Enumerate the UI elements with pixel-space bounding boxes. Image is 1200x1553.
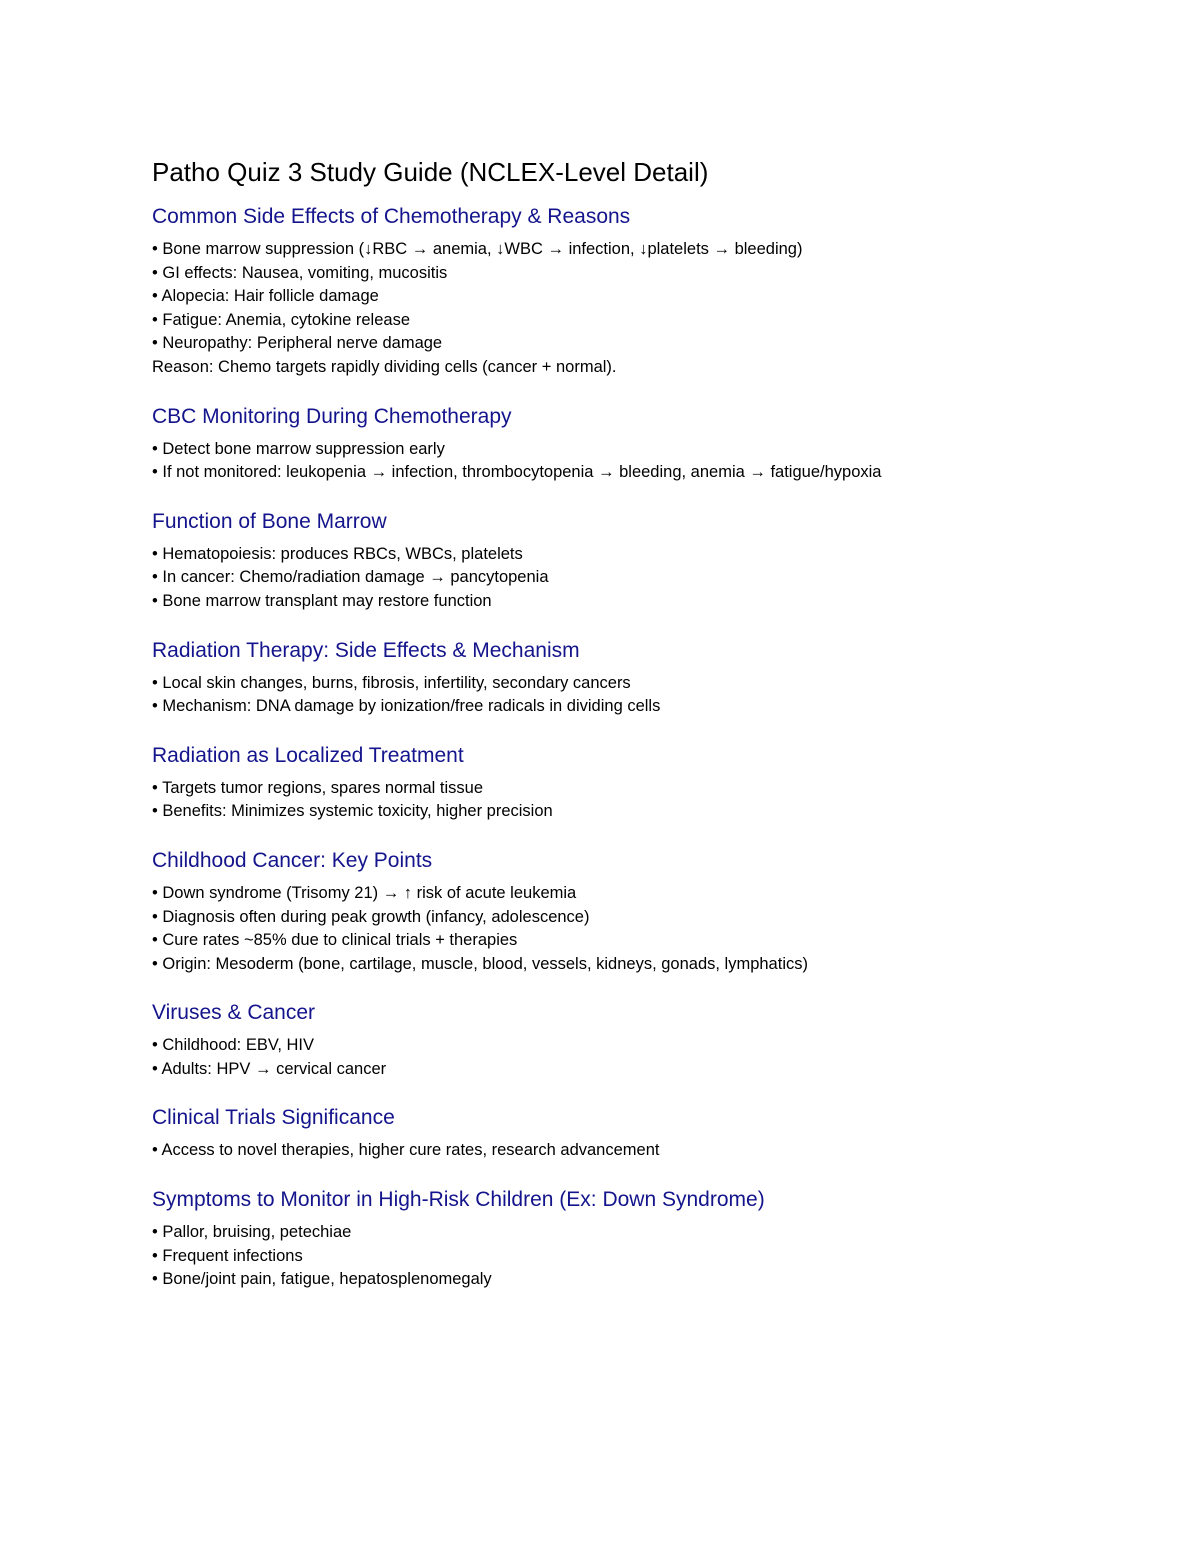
bullet-list — [152, 543, 1152, 614]
list-item: • Targets tumor regions, spares normal tissue — [152, 778, 484, 797]
list-item: • Mechanism: DNA damage by ionization/free radicals in dividing cells — [152, 697, 661, 716]
list-item: • Local skin changes, burns, fibrosis, infertility, secondary cancers — [152, 673, 631, 692]
list-item: • Cure rates ~85% due to clinical trials + therapies — [152, 931, 518, 950]
section-viruses-cancer — [152, 998, 1152, 1081]
bullet-list — [152, 1139, 1152, 1163]
list-item: • Bone/joint pain, fatigue, hepatosplenomegaly — [152, 1270, 492, 1289]
list-item: • Bone marrow transplant may restore function — [152, 591, 492, 610]
list-item: • Detect bone marrow suppression early — [152, 439, 445, 458]
section-radiation-localized — [152, 741, 1152, 824]
bullet-list — [152, 882, 1152, 976]
section-heading: Radiation as Localized Treatment — [152, 743, 464, 767]
list-item: • Access to novel therapies, higher cure rates, research advancement — [152, 1141, 660, 1160]
list-item: • Hematopoiesis: produces RBCs, WBCs, platelets — [152, 544, 523, 563]
section-heading: Symptoms to Monitor in High-Risk Children (Ex: Down Syndrome) — [152, 1188, 765, 1212]
section-heading: CBC Monitoring During Chemotherapy — [152, 404, 512, 428]
list-item: • In cancer: Chemo/radiation damage → pancytopenia — [152, 568, 549, 587]
list-item: • Down syndrome (Trisomy 21) → ↑ risk of acute leukemia — [152, 883, 577, 902]
section-heading: Function of Bone Marrow — [152, 509, 387, 533]
bullet-list — [152, 777, 1152, 824]
bullet-list — [152, 672, 1152, 719]
list-item: • Alopecia: Hair follicle damage — [152, 287, 379, 306]
document-title: Patho Quiz 3 Study Guide (NCLEX-Level Detail) — [152, 157, 709, 187]
section-clinical-trials — [152, 1103, 1152, 1163]
list-item: • GI effects: Nausea, vomiting, mucositis — [152, 263, 448, 282]
section-radiation-therapy — [152, 636, 1152, 719]
bullet-list — [152, 438, 1152, 485]
bullet-list — [152, 1221, 1152, 1292]
list-item: • Diagnosis often during peak growth (infancy, adolescence) — [152, 907, 590, 926]
reason-note: Reason: Chemo targets rapidly dividing cells (cancer + normal). — [152, 357, 617, 376]
list-item: • Adults: HPV → cervical cancer — [152, 1059, 387, 1078]
list-item: • Neuropathy: Peripheral nerve damage — [152, 334, 443, 353]
section-heading: Viruses & Cancer — [152, 1001, 316, 1025]
list-item: • Frequent infections — [152, 1246, 303, 1265]
section-heading: Common Side Effects of Chemotherapy & Reasons — [152, 205, 631, 228]
bullet-list — [152, 238, 1152, 356]
section-heading: Radiation Therapy: Side Effects & Mechanism — [152, 638, 580, 662]
list-item: • Benefits: Minimizes systemic toxicity, higher precision — [152, 802, 553, 821]
list-item: • Fatigue: Anemia, cytokine release — [152, 310, 410, 329]
list-item: • Childhood: EBV, HIV — [152, 1036, 315, 1055]
list-item: • Origin: Mesoderm (bone, cartilage, muscle, blood, vessels, kidneys, gonads, lymphatics) — [152, 954, 808, 973]
document-page — [152, 154, 1152, 1314]
section-bone-marrow — [152, 507, 1152, 614]
section-high-risk-symptoms — [152, 1185, 1152, 1292]
section-chemo-side-effects — [152, 202, 1152, 380]
section-heading: Childhood Cancer: Key Points — [152, 848, 433, 872]
section-cbc-monitoring — [152, 402, 1152, 485]
list-item: • Bone marrow suppression (↓RBC → anemia, ↓WBC → infection, ↓platelets → bleeding) — [152, 240, 803, 258]
bullet-list — [152, 1034, 1152, 1081]
section-heading: Clinical Trials Significance — [152, 1106, 395, 1130]
list-item: • Pallor, bruising, petechiae — [152, 1223, 352, 1242]
list-item: • If not monitored: leukopenia → infection, thrombocytopenia → bleeding, anemia → fatigue/hypoxia — [152, 463, 882, 482]
section-childhood-cancer — [152, 846, 1152, 976]
